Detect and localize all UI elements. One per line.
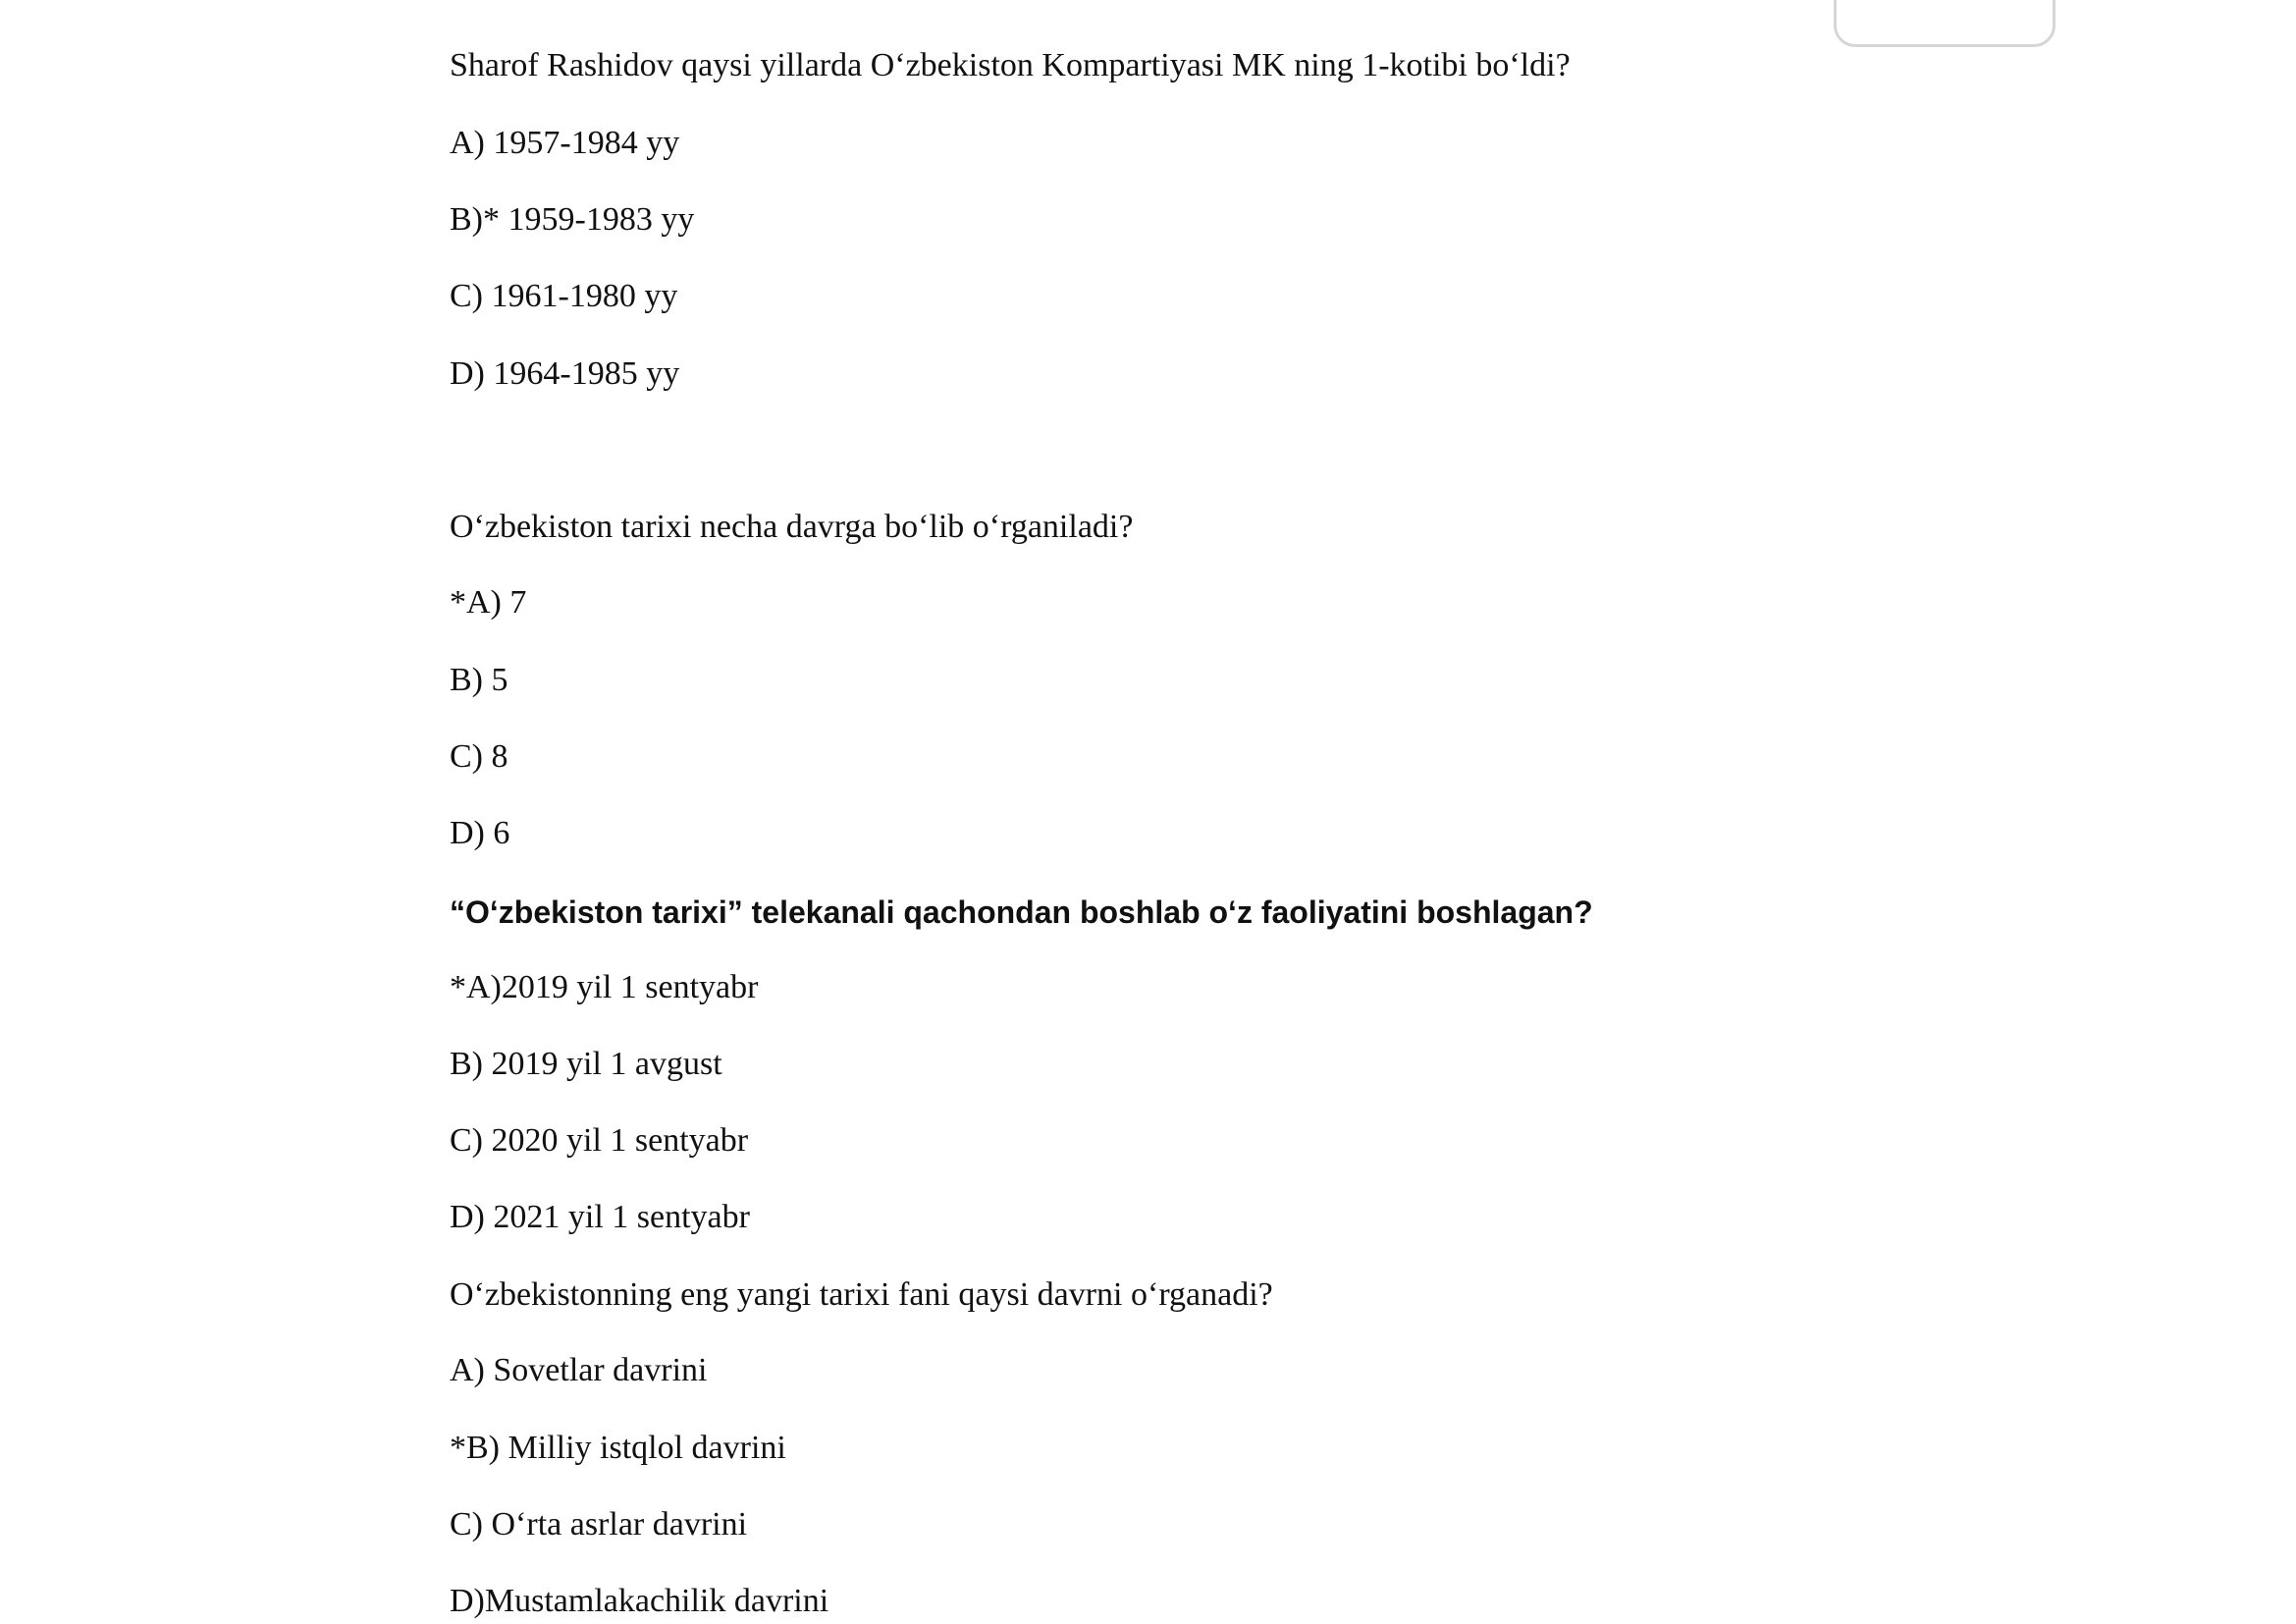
question-3-option-d: D) 2021 yil 1 sentyabr [450,1199,750,1235]
question-3-option-b: B) 2019 yil 1 avgust [450,1046,722,1082]
question-1-option-c: C) 1961-1980 yy [450,278,678,314]
question-4-option-a: A) Sovetlar davrini [450,1352,708,1388]
question-4-option-c: C) O‘rta asrlar davrini [450,1506,748,1543]
question-3-option-c: C) 2020 yil 1 sentyabr [450,1122,749,1159]
question-2-option-b: B) 5 [450,662,508,698]
question-1-text: Sharof Rashidov qaysi yillarda O‘zbekiston Kompartiyasi MK ning 1-kotibi bo‘ldi? [450,47,1571,83]
question-2-option-d: D) 6 [450,815,510,851]
question-1-option-b: B)* 1959-1983 yy [450,201,695,238]
question-3-option-a: *A)2019 yil 1 sentyabr [450,969,759,1005]
question-2-text: O‘zbekiston tarixi necha davrga bo‘lib o‘rganiladi? [450,509,1134,545]
question-2-option-c: C) 8 [450,738,508,775]
question-3-text: “O‘zbekiston tarixi” telekanali qachondan boshlab o‘z faoliyatini boshlagan? [450,894,1593,930]
question-4-option-d: D)Mustamlakachilik davrini [450,1583,829,1619]
question-1-option-a: A) 1957-1984 yy [450,125,680,161]
corner-frame [1834,0,2056,47]
question-2-option-a: *A) 7 [450,584,527,621]
question-4-option-b: *B) Milliy istqlol davrini [450,1430,786,1466]
question-4-text: O‘zbekistonning eng yangi tarixi fani qaysi davrni o‘rganadi? [450,1276,1273,1313]
question-1-option-d: D) 1964-1985 yy [450,355,680,392]
